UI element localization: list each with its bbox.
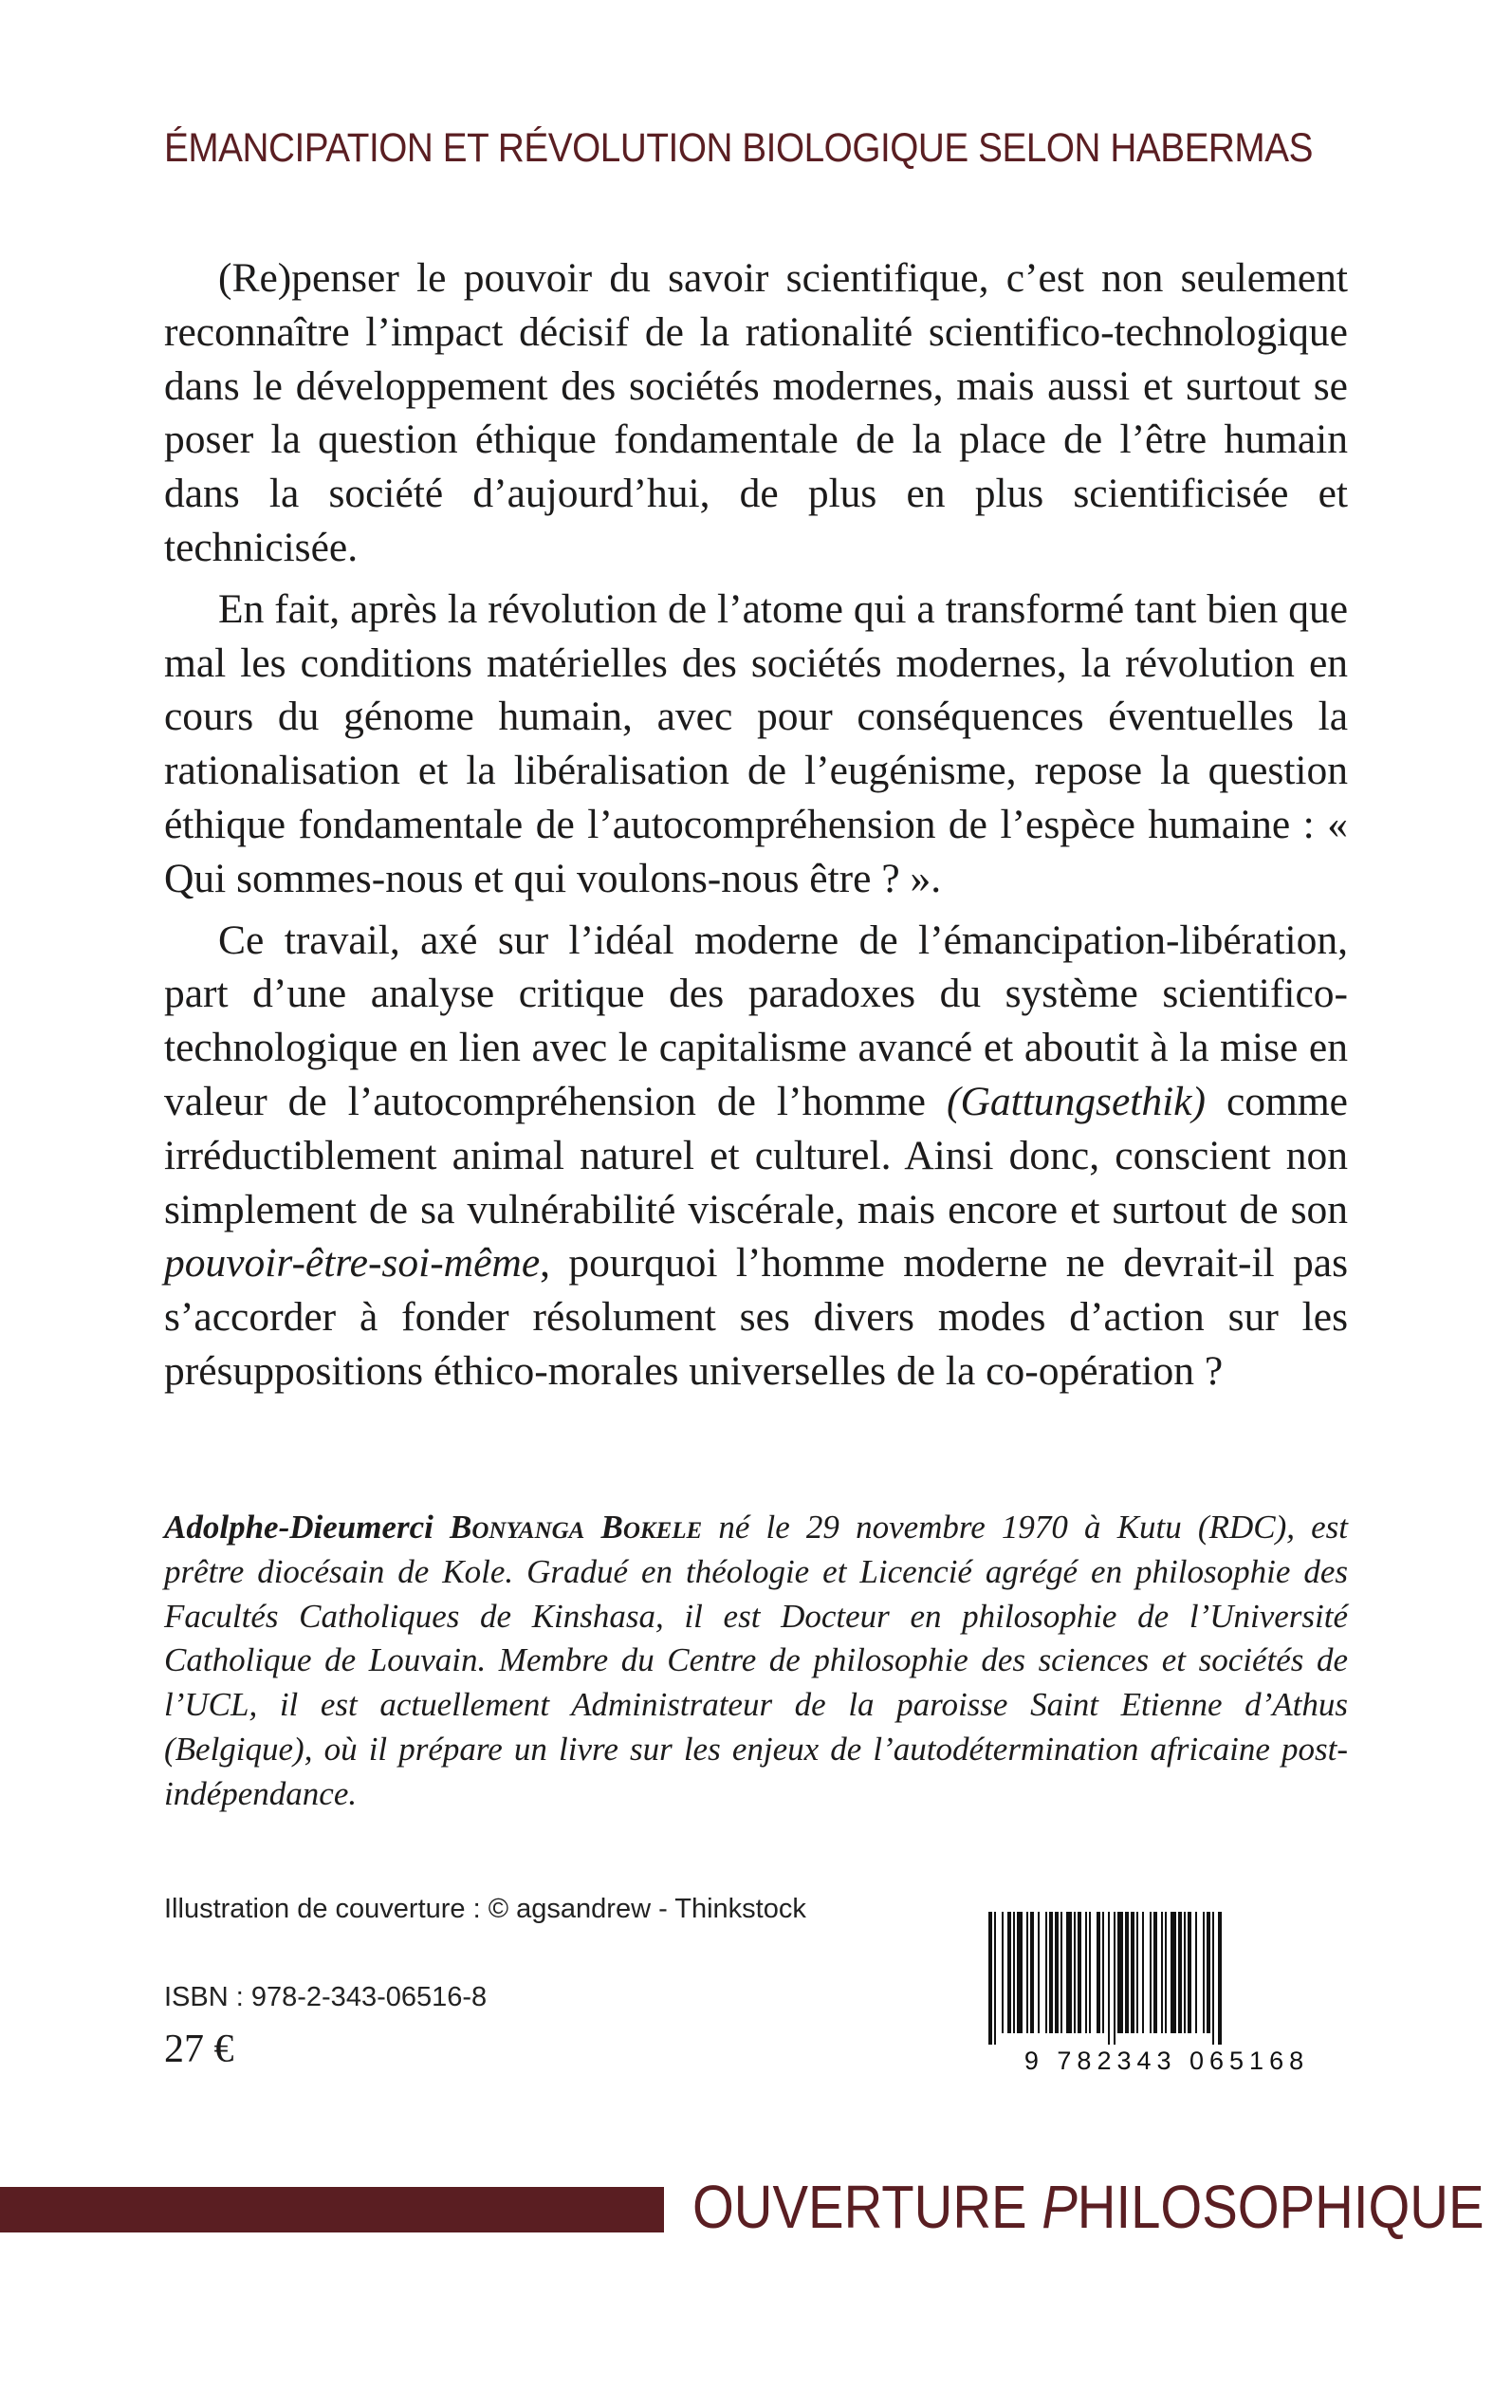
- barcode-bar: [1207, 1912, 1210, 2033]
- barcode-bar: [1045, 1912, 1047, 2033]
- blurb-paragraph: En fait, après la révolution de l’atome qui a transformé tant bien que mal les conditions matérielles des sociétés modernes, la révolution en cours du génome humain, avec pour conséquences éventuelles la rationalisation et la libéralisation de l’eugénisme, repose la question éthique fondamentale de l’autocompréhension de l’espèce humaine : « Qui sommes-nous et qui voulons-nous être ? ».: [164, 585, 1348, 901]
- barcode-bar: [1114, 1912, 1116, 2045]
- barcode-bar: [1142, 1912, 1144, 2033]
- series-name-initial: P: [1042, 2173, 1078, 2241]
- series-name: [692, 2167, 1484, 2247]
- barcode-bar: [1055, 1912, 1059, 2033]
- blurb-paragraph: (Re)penser le pouvoir du savoir scientifique, c’est non seulement reconnaître l’impact décisif de la rationalité scientifico-technologique dans le développement des sociétés modernes, mais aussi et surtout se poser la question éthique fondamentale de la place de l’être humain dans la société d’aujourd’hui, de plus en plus scientificisée et technicisée.: [164, 255, 1348, 570]
- author-first-name: Adolphe-Dieumerci: [164, 1509, 433, 1546]
- barcode-bar: [1038, 1912, 1040, 2033]
- barcode-bar: [1153, 1912, 1157, 2033]
- barcode-bars: [988, 1912, 1222, 2045]
- barcode-bar: [1184, 1912, 1186, 2033]
- barcode-bar: [1165, 1912, 1167, 2033]
- barcode-bar: [1013, 1912, 1015, 2033]
- series-name-part: HILOSOPHIQUE: [1077, 2173, 1484, 2241]
- blurb: [164, 251, 1348, 1398]
- barcode-bar: [1097, 1912, 1100, 2033]
- barcode-bar: [1074, 1912, 1076, 2033]
- barcode-bar: [1002, 1912, 1004, 2033]
- barcode-bar: [1030, 1912, 1034, 2033]
- barcode-bar: [994, 1912, 996, 2045]
- barcode-bar: [1203, 1912, 1205, 2033]
- author-bio: [164, 1506, 1348, 1817]
- barcode-digits: 9 782343 065168: [1023, 2047, 1310, 2075]
- barcode-bar: [1108, 1912, 1110, 2045]
- isbn: ISBN : 978-2-343-06516-8: [164, 1982, 488, 2012]
- barcode-bar: [988, 1912, 992, 2045]
- page-title: ÉMANCIPATION ET RÉVOLUTION BIOLOGIQUE SELON HABERMAS: [164, 125, 1313, 171]
- blurb-paragraph: [164, 914, 1348, 1398]
- blurb-text: , pourquoi l’homme moderne ne devrait-il pas s’accorder à fonder résolument ses divers modes d’action sur les présuppositions éthico-morales universelles de la co-opération ?: [164, 1240, 1348, 1394]
- barcode-bar: [1066, 1912, 1072, 2033]
- blurb-term: pouvoir-être-soi-même: [164, 1240, 541, 1287]
- barcode-bar: [1136, 1912, 1138, 2033]
- barcode-bar: [1150, 1912, 1152, 2033]
- barcode-bar: [1078, 1912, 1081, 2033]
- barcode-bar: [1218, 1912, 1222, 2045]
- barcode-bar: [1161, 1912, 1163, 2033]
- barcode-bar: [1171, 1912, 1176, 2033]
- barcode-bar: [1049, 1912, 1053, 2033]
- series-name-part: OUVERTURE: [692, 2173, 1042, 2241]
- barcode-bar: [1188, 1912, 1191, 2033]
- barcode-bar: [1026, 1912, 1028, 2033]
- author-surname: Bonyanga Bokele: [450, 1509, 703, 1546]
- barcode-bar: [1125, 1912, 1129, 2033]
- author-bio-text: [164, 1506, 1348, 1817]
- barcode-bar: [1178, 1912, 1182, 2033]
- barcode-bar: [1131, 1912, 1134, 2033]
- barcode-bar: [1060, 1912, 1062, 2033]
- blurb-text: Ce travail, axé sur l’idéal moderne de l’émancipation-libération, part d’une analyse critique des paradoxes du système scientifico-technologique en lien avec le capitalisme avancé et aboutit à la mise en valeur de l’autocompréhension de l’homme: [164, 917, 1348, 1124]
- barcode-bar: [1085, 1912, 1087, 2033]
- barcode-graphic: [979, 1912, 1355, 2077]
- author-bio-body: né le 29 novembre 1970 à Kutu (RDC), est prêtre diocésain de Kole. Gradué en théologie et Licencié agrégé en philosophie des Facultés Catholiques de Kinshasa, il est Docteur en philosophie de l’Université Catholique de Louvain. Membre du Centre de philosophie des sciences et sociétés de l’UCL, il est actuellement Administrateur de la paroisse Saint Etienne d’Athus (Belgique), où il prépare un livre sur les enjeux de l’autodétermination africaine post-indépendance.: [164, 1509, 1348, 1812]
- barcode-bar: [1089, 1912, 1091, 2033]
- barcode-bar: [1007, 1912, 1011, 2033]
- price: 27 €: [164, 2028, 234, 2071]
- barcode-bar: [1212, 1912, 1214, 2045]
- barcode: [979, 1912, 1355, 2077]
- blurb-term: (Gattungsethik): [946, 1078, 1206, 1124]
- series-bar: [0, 2187, 664, 2232]
- blurb-text: comme irréductiblement animal naturel et culturel. Ainsi donc, conscient non simplement de sa vulnérabilité viscérale, mais encore et surtout de son: [164, 1078, 1348, 1232]
- barcode-bar: [1195, 1912, 1197, 2033]
- cover-credit: Illustration de couverture : © agsandrew - Thinkstock: [164, 1894, 806, 1924]
- barcode-bar: [1117, 1912, 1123, 2033]
- barcode-bar: [1017, 1912, 1023, 2033]
- barcode-bar: [1102, 1912, 1104, 2033]
